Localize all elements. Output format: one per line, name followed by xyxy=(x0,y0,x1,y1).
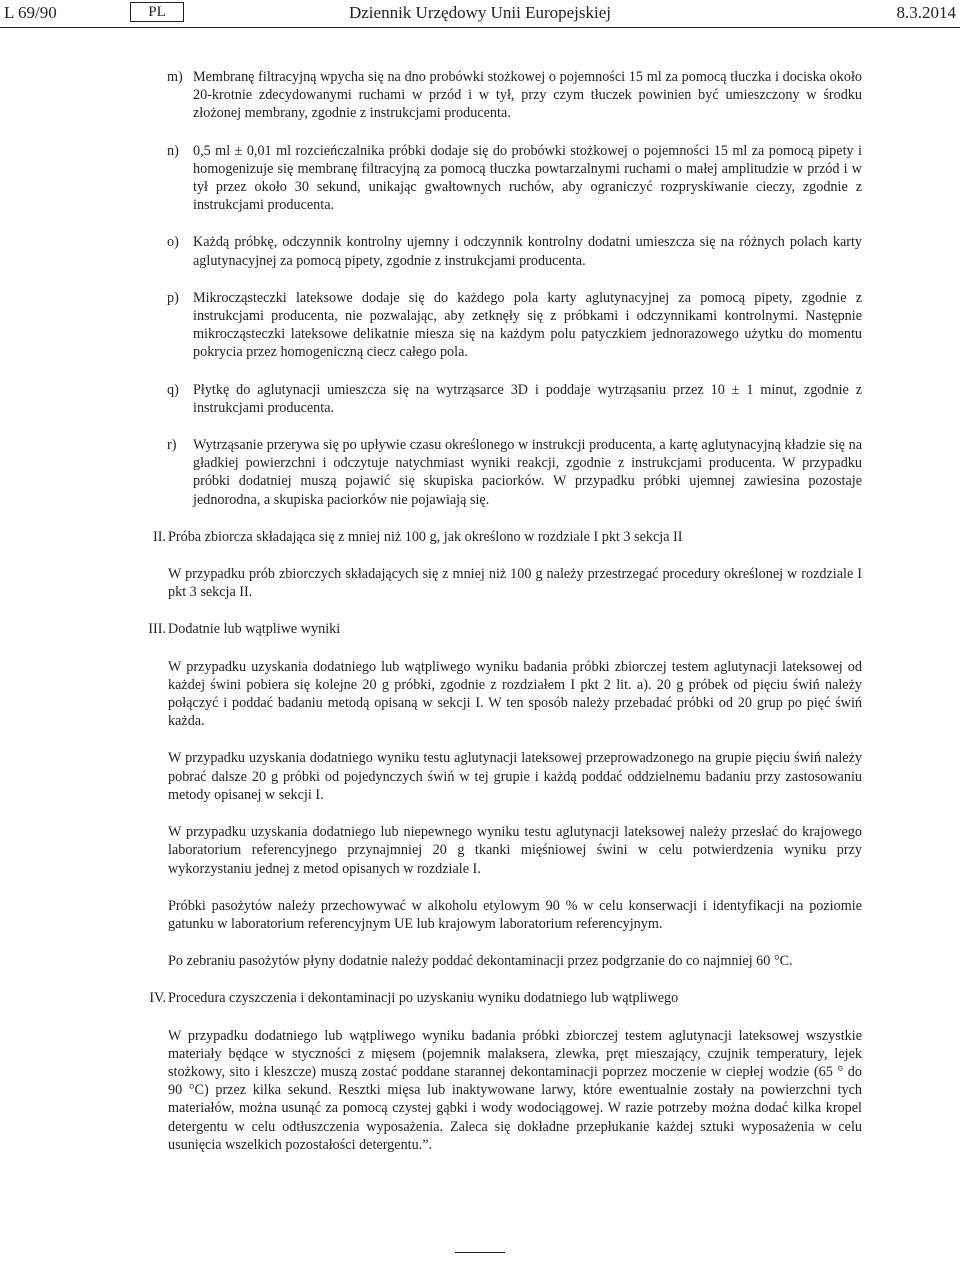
page-number: L 69/90 xyxy=(4,3,57,22)
item-text: Membranę filtracyjną wpycha się na dno probówki stożkowej o pojemności 15 ml za pomocą tłuczka i dociska około 20-krotnie zdecydowanymi ruchami w przód i w tył, przy czym tłuczek powinien być umieszczony w środku złożonej membrany, zgodnie z instrukcjami producenta. xyxy=(193,69,862,122)
section-paragraph: W przypadku dodatniego lub wątpliwego wyniku badania próbki zbiorczej testem aglutynacji lateksowej wszystkie materiały będące w styczności z mięsem (pojemnik malaksera, zlewka, pręt mieszający, czujnik temperatury, lejek stożkowy, sito i kleszcze) muszą zostać poddane starannej dekontaminacji poprzez moczenie w ciepłej wodzie (65 ° do 90 °C) przez kilka sekund. Resztki mięsa lub inaktywowane larwy, które ewentualnie zostały na powierzchni tych materiałów, można usunąć za pomocą czystej gąbki i wody wodociągowej. W razie potrzeby można dodać kilka kropel detergentu w celu odtłuszczenia wyposażenia. Zaleca się dokładne przepłukanie każdej sztuki wyposażenia w celu usunięcia wszelkich pozostałości detergentu.”. xyxy=(168,1027,862,1153)
item-label: p) xyxy=(167,289,179,306)
item-text: Wytrząsanie przerywa się po upływie czasu określonego w instrukcji producenta, a kartę aglutynacyjną kładzie się na gładkiej powierzchni i odczytuje natychmiast wyniki reakcji, zgodnie z instrukcjami producenta. W przypadku próbki dodatniej muszą pojawić się skupiska paciorków. W przypadku próbki ujemnej zawiesina pozostaje jednorodna, a skupiska paciorków nie pojawiają się. xyxy=(193,437,862,508)
item-text: 0,5 ml ± 0,01 ml rozcieńczalnika próbki dodaje się do probówki stożkowej o pojemności 15 ml za pomocą pipety i homogenizuje się membranę filtracyjną za pomocą tłuczka powtarzalnymi ruchami o małej amplitudzie w przód i w tył przez około 30 sekund, unikając gwałtownych ruchów, aby ograniczyć rozpryskiwanie cieczy, zgodnie z instrukcjami producenta. xyxy=(193,142,862,214)
journal-title: Dziennik Urzędowy Unii Europejskiej xyxy=(348,3,611,22)
list-item-r xyxy=(0,436,960,509)
section-number: IV. xyxy=(149,990,166,1007)
item-label: o) xyxy=(167,234,179,251)
section-paragraph: W przypadku uzyskania dodatniego lub wątpliwego wyniku badania próbki zbiorczej testem aglutynacji lateksowej od każdej świni pobiera się kolejne 20 g próbki, zgodnie z rozdziałem I pkt 2 lit. a). 20 g próbek od pięciu świń należy połączyć i poddać badaniu metodą opisaną w sekcji I. W ten sposób należy przebadać próbki od 20 grup po pięć świń każda. xyxy=(168,658,862,730)
item-text: Płytkę do aglutynacji umieszcza się na wytrząsarce 3D i poddaje wytrząsaniu przez 10 ± 1 minut, zgodnie z instrukcjami producenta. xyxy=(193,381,862,416)
page-header xyxy=(0,0,960,30)
section-title: Próba zbiorcza składająca się z mniej niż 100 g, jak określono w rozdziale I pkt 3 sekcja II xyxy=(168,528,683,545)
item-label: n) xyxy=(167,142,179,159)
list-item-q xyxy=(0,381,960,417)
section-number: III. xyxy=(148,621,166,638)
item-text: Każdą próbkę, odczynnik kontrolny ujemny i odczynnik kontrolny dodatni umieszcza się na różnych polach karty aglutynacyjnej za pomocą pipety, zgodnie z instrukcjami producenta. xyxy=(193,234,862,269)
section-paragraph: W przypadku uzyskania dodatniego wyniku testu aglutynacji lateksowej przeprowadzonego na grupie pięciu świń należy pobrać dalsze 20 g próbki od pojedynczych świń w tej grupie i każdą poddać oddzielnemu badaniu przy zastosowaniu metody opisanej w sekcji I. xyxy=(168,750,862,803)
section-paragraph: Po zebraniu pasożytów płyny dodatnie należy poddać dekontaminacji przez podgrzanie do co najmniej 60 °C. xyxy=(168,953,793,970)
list-item-m xyxy=(0,68,960,123)
item-text: Mikrocząsteczki lateksowe dodaje się do każdego pola karty aglutynacyjnej za pomocą pipety, zgodnie z instrukcjami producenta, nie pozwalając, aby zetknęły się z próbkami i odczynnikami kontrolnymi. Następnie mikrocząsteczki lateksowe delikatnie miesza się na każdym polu patyczkiem jednorazowego użytku do momentu pokrycia przez homogeniczną ciecz całego pola. xyxy=(193,289,862,361)
item-label: q) xyxy=(167,381,179,398)
section-paragraph: W przypadku prób zbiorczych składających się z mniej niż 100 g należy przestrzegać procedury określonej w rozdziale I pkt 3 sekcja II. xyxy=(168,566,862,601)
section-iii xyxy=(0,620,960,970)
section-number: II. xyxy=(153,528,166,545)
item-label: r) xyxy=(167,437,177,454)
issue-date: 8.3.2014 xyxy=(896,3,956,22)
section-paragraph: W przypadku uzyskania dodatniego lub niepewnego wyniku testu aglutynacji lateksowej należy przesłać do krajowego laboratorium referencyjnego przynajmniej 20 g tkanki mięśniowej świni w celu potwierdzenia wyniku przy wykorzystaniu jednej z metod opisanych w rozdziale I. xyxy=(168,824,862,877)
header-rule xyxy=(0,27,960,28)
document-body xyxy=(0,68,960,1173)
language-badge: PL xyxy=(130,2,184,22)
section-title: Procedura czyszczenia i dekontaminacji po uzyskaniu wyniku dodatniego lub wątpliwego xyxy=(168,990,679,1007)
list-item-n xyxy=(0,142,960,215)
list-item-o xyxy=(0,233,960,269)
section-iv xyxy=(0,989,960,1154)
footer-rule xyxy=(455,1252,505,1253)
section-ii xyxy=(0,528,960,602)
list-item-p xyxy=(0,289,960,362)
section-paragraph: Próbki pasożytów należy przechowywać w alkoholu etylowym 90 % w celu konserwacji i identyfikacji na poziomie gatunku w laboratorium referencyjnym UE lub krajowym laboratorium referencyjnym. xyxy=(168,897,862,932)
item-label: m) xyxy=(167,69,183,85)
section-title: Dodatnie lub wątpliwe wyniki xyxy=(168,621,341,638)
